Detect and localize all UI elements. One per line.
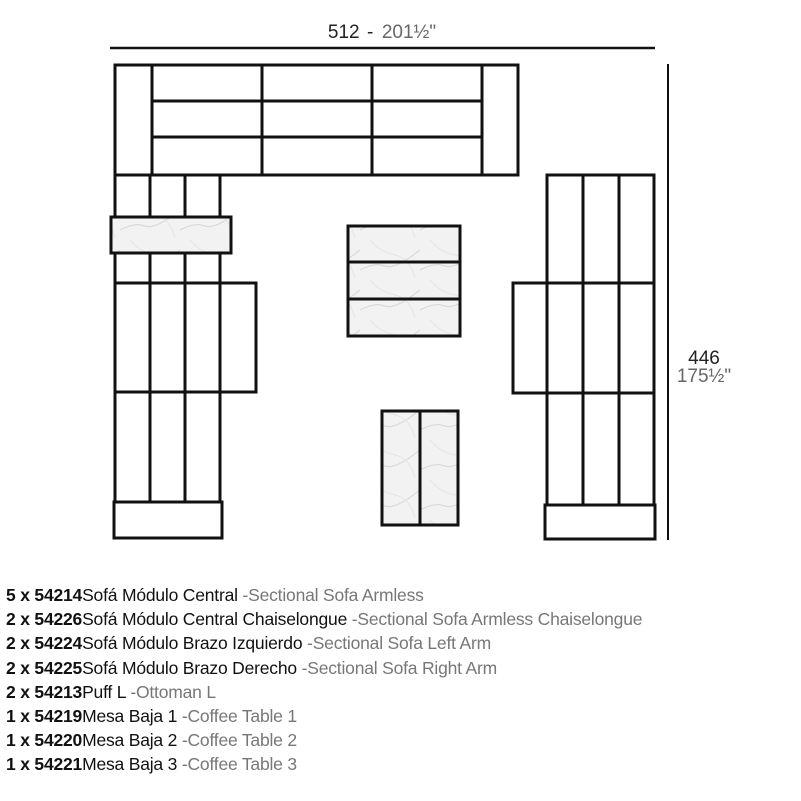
left-chaise-extension xyxy=(220,283,256,392)
list-item xyxy=(6,607,796,631)
list-item xyxy=(6,656,796,680)
list-item xyxy=(6,680,796,704)
right-sofa-section xyxy=(513,175,655,539)
item-separator: - xyxy=(130,681,136,702)
svg-text:512 - 201½" xyxy=(328,22,436,43)
item-list xyxy=(6,583,796,777)
item-name-en: Sectional Sofa Armless xyxy=(248,585,424,605)
item-name-es: Sofá Módulo Brazo Izquierdo xyxy=(82,633,303,654)
item-name-en: Coffee Table 1 xyxy=(187,705,297,726)
item-separator: - xyxy=(301,657,308,678)
coffee-table-small xyxy=(382,411,458,525)
item-name-es: Mesa Baja 3 xyxy=(82,754,178,775)
item-code: 54214 xyxy=(34,585,83,605)
item-code: 54225 xyxy=(34,657,83,678)
right-chaise-extension xyxy=(513,283,547,393)
item-separator: - xyxy=(307,633,313,654)
depth-dimension xyxy=(668,64,731,540)
item-code: 54219 xyxy=(34,705,83,726)
item-separator: - xyxy=(351,609,358,630)
list-item xyxy=(6,583,796,607)
depth-cm: 446 xyxy=(688,348,720,369)
item-quantity: 1 x xyxy=(6,730,30,751)
item-name-en: Coffee Table 2 xyxy=(187,730,297,751)
item-quantity: 1 x xyxy=(6,754,30,775)
item-quantity: 2 x xyxy=(6,633,30,654)
item-quantity: 2 x xyxy=(6,609,30,630)
item-name-en: Sectional Sofa Left Arm xyxy=(312,633,491,654)
item-name-es: Sofá Módulo Brazo Derecho xyxy=(82,657,297,678)
item-separator: - xyxy=(181,730,188,751)
item-quantity: 2 x xyxy=(6,657,30,678)
item-name-en: Sectional Sofa Armless Chaiselongue xyxy=(357,609,643,630)
ottoman-puff-l xyxy=(111,217,231,253)
item-code: 54220 xyxy=(34,730,83,751)
item-name-es: Sofá Módulo Central xyxy=(82,585,238,605)
item-name-es: Mesa Baja 2 xyxy=(82,730,178,751)
width-inches: 201½" xyxy=(381,22,437,43)
list-item xyxy=(6,752,796,776)
item-quantity: 2 x xyxy=(6,681,30,702)
list-item xyxy=(6,631,796,655)
list-item xyxy=(6,728,796,752)
item-code: 54226 xyxy=(34,609,83,630)
item-name-en: Ottoman L xyxy=(135,681,216,702)
left-arm-module xyxy=(114,502,222,538)
item-code: 54213 xyxy=(34,681,83,702)
item-name-es: Puff L xyxy=(82,681,126,702)
item-name-en: Sectional Sofa Right Arm xyxy=(307,657,497,678)
top-left-arm-module xyxy=(115,65,152,175)
item-name-en: Coffee Table 3 xyxy=(187,754,297,775)
item-quantity: 5 x xyxy=(6,585,30,605)
item-code: 54224 xyxy=(34,633,83,654)
width-separator: - xyxy=(367,22,374,43)
item-name-es: Mesa Baja 1 xyxy=(82,705,178,726)
item-separator: - xyxy=(242,585,249,605)
item-separator: - xyxy=(181,754,188,775)
item-name-es: Sofá Módulo Central Chaiselongue xyxy=(82,609,348,630)
depth-inches: 175½" xyxy=(676,366,732,387)
width-cm: 512 xyxy=(327,22,360,43)
right-arm-module xyxy=(545,505,655,539)
item-separator: - xyxy=(181,705,188,726)
item-quantity: 1 x xyxy=(6,705,30,726)
coffee-table-stack xyxy=(348,226,460,336)
width-dimension xyxy=(110,22,655,48)
list-item xyxy=(6,704,796,728)
top-sofa-section xyxy=(115,65,518,175)
item-code: 54221 xyxy=(34,754,83,775)
top-right-arm-module xyxy=(482,65,518,175)
